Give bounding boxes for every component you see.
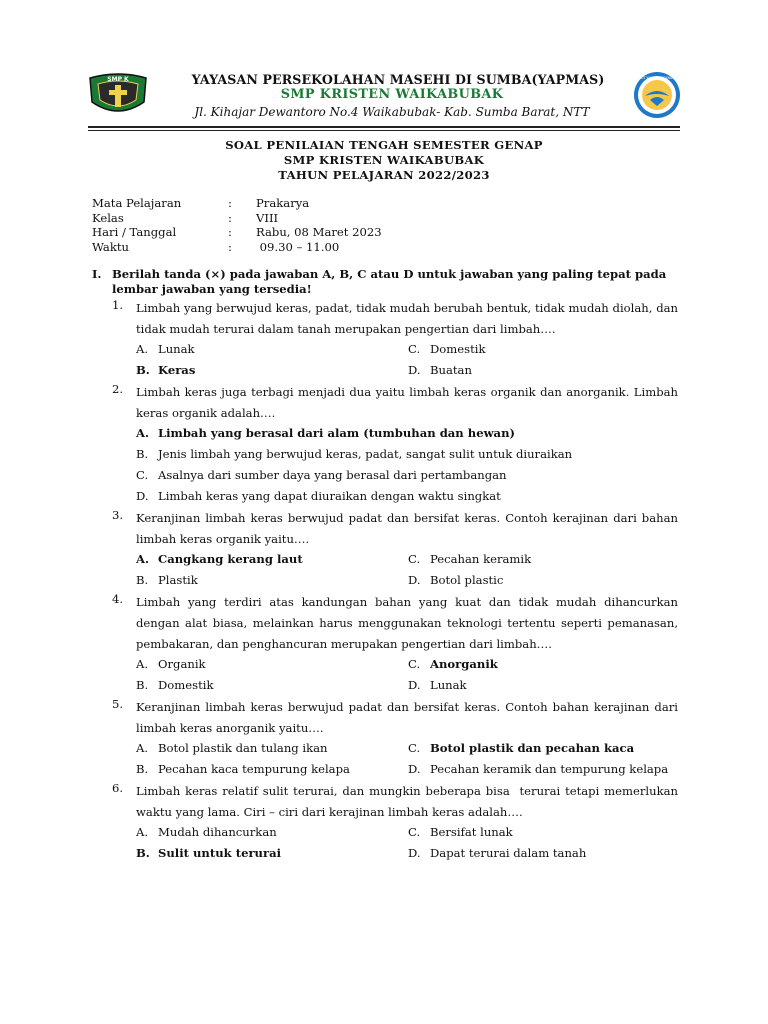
option-5a[interactable] (136, 741, 328, 755)
school-name: SMP KRISTEN WAIKABUBAK (280, 87, 504, 102)
question-text: Limbah yang terdiri atas kandungan bahan yang kuat dan tidak mudah dihancurkan dengan alat biasa, melainkan harus menggunakan teknologi tertentu seperti pemanasan, pembakaran, dan penghancuran merupakan pengertian dari limbah…. (136, 595, 678, 651)
option-text: Lunak (430, 678, 467, 692)
option-letter: B. (136, 678, 149, 692)
info-label: Mata Pelajaran (92, 196, 182, 210)
question-number: 6. (112, 781, 124, 795)
option-6b[interactable] (136, 846, 281, 860)
info-label: Kelas (92, 210, 124, 225)
info-row-time (92, 240, 382, 255)
option-text: Anorganik (430, 657, 498, 671)
option-letter: B. (136, 573, 149, 587)
option-1c[interactable] (408, 342, 485, 356)
option-2b[interactable] (136, 447, 572, 461)
option-text: Pecahan keramik dan tempurung kelapa (430, 762, 669, 776)
option-text: Pecahan keramik (430, 552, 532, 566)
question-number: 2. (112, 382, 124, 396)
exam-title: SOAL PENILAIAN TENGAH SEMESTER GENAP (225, 138, 543, 152)
option-letter: D. (136, 489, 149, 503)
option-letter: D. (408, 363, 421, 377)
option-letter: C. (408, 552, 421, 566)
option-letter: D. (408, 573, 421, 587)
info-row-date (92, 225, 382, 240)
school-logo-text: SMP K (107, 76, 129, 83)
info-label: Waktu (92, 239, 129, 254)
question-6 (112, 781, 682, 823)
info-colon: : (228, 239, 232, 254)
question-number: 1. (112, 298, 124, 312)
question-number: 3. (112, 508, 124, 522)
option-6d[interactable] (408, 846, 586, 860)
option-text: Asalnya dari sumber daya yang berasal dari pertambangan (158, 468, 507, 482)
option-text: Dapat terurai dalam tanah (430, 846, 587, 860)
option-text: Botol plastic (430, 573, 504, 587)
option-letter: C. (408, 825, 421, 839)
option-6c[interactable] (408, 825, 513, 839)
option-5b[interactable] (136, 762, 350, 776)
option-letter: C. (408, 342, 421, 356)
option-text: Pecahan kaca tempurung kelapa (158, 762, 350, 776)
info-value: 09.30 – 11.00 (256, 239, 340, 254)
option-letter: B. (136, 447, 149, 461)
option-letter: C. (408, 741, 421, 755)
option-text: Organik (158, 657, 206, 671)
section-instruction-text: Berilah tanda (×) pada jawaban A, B, C atau D untuk jawaban yang paling tepat pada lembar jawaban yang tersedia! (112, 267, 667, 296)
question-text: Limbah keras relatif sulit terurai, dan mungkin beberapa bisa terurai tetapi memerlukan waktu yang lama. Ciri – ciri dari kerajinan limbah keras adalah…. (136, 784, 682, 819)
option-text: Plastik (158, 573, 198, 587)
question-text: Keranjinan limbah keras berwujud padat dan bersifat keras. Contoh kerajinan dari bahan limbah keras organik yaitu…. (136, 511, 678, 546)
info-row-subject (92, 196, 382, 211)
option-text: Botol plastik dan tulang ikan (158, 741, 328, 755)
option-letter: C. (136, 468, 149, 482)
info-value: Prakarya (256, 196, 310, 210)
option-text: Domestik (158, 678, 214, 692)
question-5 (112, 697, 678, 739)
option-3c[interactable] (408, 552, 531, 566)
option-letter: B. (136, 762, 149, 776)
option-1d[interactable] (408, 363, 472, 377)
question-text: Limbah yang berwujud keras, padat, tidak mudah berubah bentuk, tidak mudah diolah, dan tidak mudah terurai dalam tanah merupakan pengertian dari limbah…. (136, 301, 678, 336)
question-number: 4. (112, 592, 124, 606)
info-colon: : (228, 196, 232, 210)
option-text: Mudah dihancurkan (158, 825, 277, 839)
section-instruction (92, 267, 680, 297)
option-text: Bersifat lunak (430, 825, 513, 839)
exam-info (92, 196, 382, 254)
option-text: Domestik (430, 342, 486, 356)
tut-wuri-logo-text: TUT WURI HANDAYANI (639, 76, 675, 80)
option-letter: D. (408, 678, 421, 692)
school-address: Jl. Kihajar Dewantoro No.4 Waikabubak- Kab. Sumba Barat, NTT (194, 105, 590, 119)
option-3d[interactable] (408, 573, 503, 587)
question-number: 5. (112, 697, 124, 711)
option-4c[interactable] (408, 657, 498, 671)
exam-year: TAHUN PELAJARAN 2022/2023 (278, 168, 490, 182)
option-text: Botol plastik dan pecahan kaca (430, 741, 635, 755)
option-letter: A. (136, 552, 150, 566)
option-4a[interactable] (136, 657, 206, 671)
option-letter: A. (136, 426, 150, 440)
option-6a[interactable] (136, 825, 277, 839)
option-text: Cangkang kerang laut (158, 552, 303, 566)
option-letter: A. (136, 741, 149, 755)
section-number: I. (92, 267, 102, 281)
option-4d[interactable] (408, 678, 467, 692)
option-letter: C. (408, 657, 421, 671)
option-text: Limbah keras yang dapat diuraikan dengan waktu singkat (158, 489, 501, 503)
option-5c[interactable] (408, 741, 634, 755)
question-2 (112, 382, 678, 424)
option-letter: D. (408, 762, 421, 776)
option-3a[interactable] (136, 552, 303, 566)
option-text: Lunak (158, 342, 195, 356)
option-letter: B. (136, 846, 150, 860)
info-row-class (92, 211, 382, 226)
option-4b[interactable] (136, 678, 213, 692)
option-2c[interactable] (136, 468, 507, 482)
option-letter: A. (136, 342, 149, 356)
option-text: Buatan (430, 363, 472, 377)
info-label: Hari / Tanggal (92, 225, 177, 240)
question-text: Limbah keras juga terbagi menjadi dua yaitu limbah keras organik dan anorganik. Limbah keras organik adalah…. (136, 385, 678, 420)
option-text: Limbah yang berasal dari alam (tumbuhan dan hewan) (158, 426, 515, 440)
question-text: Keranjinan limbah keras berwujud padat dan bersifat keras. Contoh bahan kerajinan dari limbah keras anorganik yaitu…. (136, 700, 678, 735)
question-1 (112, 298, 678, 340)
option-letter: A. (136, 825, 149, 839)
exam-school: SMP KRISTEN WAIKABUBAK (283, 153, 485, 167)
question-3 (112, 508, 678, 550)
option-letter: B. (136, 363, 150, 377)
info-colon: : (228, 225, 232, 240)
header-divider-thick (88, 126, 680, 128)
option-3b[interactable] (136, 573, 198, 587)
info-value: Rabu, 08 Maret 2023 (256, 225, 382, 240)
option-letter: A. (136, 657, 149, 671)
option-text: Keras (158, 363, 196, 377)
info-colon: : (228, 210, 232, 225)
option-2d[interactable] (136, 489, 501, 503)
option-2a[interactable] (136, 426, 515, 440)
option-5d[interactable] (408, 762, 668, 776)
foundation-name: YAYASAN PERSEKOLAHAN MASEHI DI SUMBA(YAPMAS) (191, 72, 605, 87)
header-divider-thin (88, 130, 680, 131)
option-text: Sulit untuk terurai (158, 846, 282, 860)
option-1b[interactable] (136, 363, 195, 377)
question-4 (112, 592, 678, 655)
info-value: VIII (256, 210, 279, 225)
option-letter: D. (408, 846, 421, 860)
option-1a[interactable] (136, 342, 195, 356)
option-text: Jenis limbah yang berwujud keras, padat, sangat sulit untuk diuraikan (158, 447, 573, 461)
